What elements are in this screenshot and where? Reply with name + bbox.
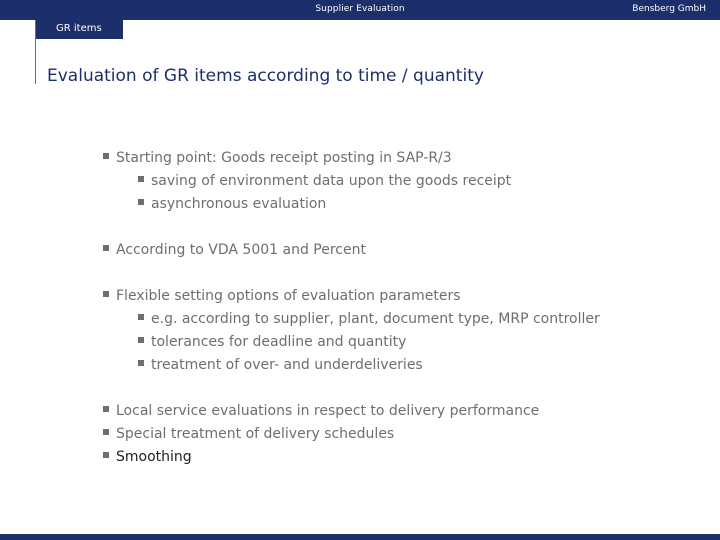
section-tab-label: GR items	[56, 23, 102, 34]
bullet-icon	[103, 291, 109, 297]
list-item	[103, 402, 539, 420]
bullet-icon	[103, 245, 109, 251]
list-item	[103, 241, 366, 259]
page-title: Evaluation of GR items according to time / quantity	[47, 66, 484, 86]
list-item	[138, 172, 511, 190]
bullet-icon	[138, 314, 144, 320]
list-item-text: tolerances for deadline and quantity	[151, 334, 407, 350]
bullet-icon	[103, 452, 109, 458]
bullet-icon	[103, 406, 109, 412]
list-item-text: asynchronous evaluation	[151, 196, 327, 212]
bullet-icon	[138, 176, 144, 182]
list-item-text: Smoothing	[116, 449, 192, 465]
list-item	[103, 149, 452, 167]
list-item	[103, 425, 394, 443]
bullet-icon	[103, 153, 109, 159]
list-item	[138, 356, 423, 374]
list-item-text: Starting point: Goods receipt posting in SAP-R/3	[116, 150, 452, 166]
list-item-text: According to VDA 5001 and Percent	[116, 242, 366, 258]
footer-bar	[0, 534, 720, 540]
list-item-text: saving of environment data upon the goods receipt	[151, 173, 512, 189]
list-item	[138, 333, 406, 351]
list-item	[103, 287, 461, 305]
list-item	[138, 195, 326, 213]
header-center-text: Supplier Evaluation	[315, 4, 405, 14]
header-bar	[0, 0, 720, 20]
bullet-icon	[138, 199, 144, 205]
section-tab	[36, 20, 123, 39]
list-item-text: e.g. according to supplier, plant, document type, MRP controller	[151, 311, 600, 327]
list-item	[138, 310, 600, 328]
list-item-text: Local service evaluations in respect to delivery performance	[116, 403, 540, 419]
bullet-icon	[138, 337, 144, 343]
list-item-text: Flexible setting options of evaluation parameters	[116, 288, 461, 304]
bullet-icon	[103, 429, 109, 435]
list-item	[103, 448, 192, 466]
list-item-text: Special treatment of delivery schedules	[116, 426, 395, 442]
list-item-text: treatment of over- and underdeliveries	[151, 357, 423, 373]
company-name: Bensberg GmbH	[632, 4, 706, 14]
bullet-icon	[138, 360, 144, 366]
